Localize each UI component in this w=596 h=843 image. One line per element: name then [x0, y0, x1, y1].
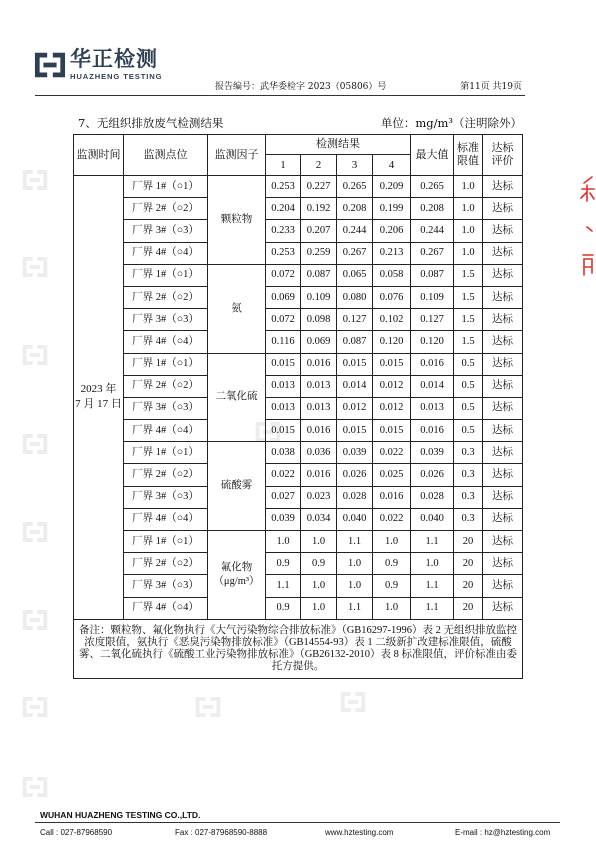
- note-text: 备注：颗粒物、氟化物执行《大气污染物综合排放标准》（GB16297-1996）表 2 无组织排放监控浓度限值，氨执行《恶臭污染物排放标准》（GB14554-93）表 1 二级新扩改建标准限值，硫酸雾、二氧化硫执行《硫酸工业污染物排放标准》（GB26132-2010）表 8 标准限值，评价标准由委托方提供。: [74, 619, 523, 678]
- footer-website: www.hztesting.com: [325, 828, 394, 837]
- max-value-cell: 0.014: [411, 375, 454, 397]
- monitoring-point-cell: 厂界 4#（○4）: [124, 508, 208, 530]
- result-cell: 0.199: [373, 198, 411, 220]
- standard-limit-cell: 1.5: [454, 286, 483, 308]
- monitoring-point-cell: 厂界 2#（○2）: [124, 553, 208, 575]
- result-cell: 0.120: [373, 331, 411, 353]
- header-row: [74, 135, 523, 155]
- max-value-cell: 0.127: [411, 309, 454, 331]
- watermark-logo: [22, 432, 48, 456]
- standard-limit-cell: 0.3: [454, 486, 483, 508]
- table-row: [74, 597, 523, 619]
- standard-limit-cell: 0.5: [454, 420, 483, 442]
- result-cell: 0.015: [373, 353, 411, 375]
- result-cell: 0.013: [301, 375, 337, 397]
- evaluation-cell: 达标: [483, 242, 523, 264]
- section-title: 7、无组织排放废气检测结果: [78, 116, 224, 130]
- result-cell: 0.013: [266, 375, 301, 397]
- header-line: 标准: [457, 142, 479, 154]
- standard-limit-cell: 0.5: [454, 397, 483, 419]
- result-cell: 0.022: [373, 442, 411, 464]
- result-cell: 0.015: [266, 353, 301, 375]
- result-cell: 0.013: [301, 397, 337, 419]
- header-standard-limit: [454, 135, 483, 176]
- header-evaluation: [483, 135, 523, 176]
- monitoring-point-cell: 厂界 1#（○1）: [124, 353, 208, 375]
- result-cell: 0.208: [337, 198, 373, 220]
- evaluation-cell: 达标: [483, 286, 523, 308]
- monitoring-factor-cell: [208, 531, 266, 620]
- max-value-cell: 0.039: [411, 442, 454, 464]
- max-value-cell: 0.087: [411, 264, 454, 286]
- result-cell: 0.253: [266, 242, 301, 264]
- result-cell: 1.0: [337, 553, 373, 575]
- result-cell: 0.012: [373, 375, 411, 397]
- monitoring-point-cell: 厂界 2#（○2）: [124, 375, 208, 397]
- result-cell: 0.015: [266, 420, 301, 442]
- table-row: [74, 309, 523, 331]
- result-cell: 0.023: [301, 486, 337, 508]
- monitoring-point-cell: 厂界 2#（○2）: [124, 464, 208, 486]
- logo-name-cn: 华正检测: [70, 47, 158, 71]
- watermark-logo: [340, 690, 366, 714]
- monitoring-point-cell: 厂界 4#（○4）: [124, 331, 208, 353]
- monitoring-point-cell: 厂界 3#（○3）: [124, 309, 208, 331]
- result-cell: 0.087: [337, 331, 373, 353]
- max-value-cell: 0.120: [411, 331, 454, 353]
- result-cell: 0.209: [373, 176, 411, 198]
- header-monitoring-point: 监测点位: [124, 135, 208, 176]
- watermark-logo: [195, 695, 221, 719]
- result-cell: 0.192: [301, 198, 337, 220]
- watermark-logo: [22, 255, 48, 279]
- max-value-cell: 0.109: [411, 286, 454, 308]
- header-result-4: 4: [373, 155, 411, 176]
- max-value-cell: 1.1: [411, 531, 454, 553]
- result-cell: 0.098: [301, 309, 337, 331]
- table-header: [74, 135, 523, 176]
- table-row: [74, 553, 523, 575]
- max-value-cell: 0.265: [411, 176, 454, 198]
- monitoring-point-cell: 厂界 3#（○3）: [124, 575, 208, 597]
- max-value-cell: 0.244: [411, 220, 454, 242]
- result-cell: 0.039: [266, 508, 301, 530]
- result-cell: 0.265: [337, 176, 373, 198]
- monitoring-point-cell: 厂界 4#（○4）: [124, 597, 208, 619]
- monitoring-point-cell: 厂界 3#（○3）: [124, 397, 208, 419]
- standard-limit-cell: 20: [454, 531, 483, 553]
- result-cell: 0.109: [301, 286, 337, 308]
- evaluation-cell: 达标: [483, 397, 523, 419]
- max-value-cell: 0.267: [411, 242, 454, 264]
- result-cell: 1.0: [373, 531, 411, 553]
- table-row: [74, 198, 523, 220]
- table-row: [74, 486, 523, 508]
- watermark-logo: [22, 343, 48, 367]
- result-cell: 0.039: [337, 442, 373, 464]
- date-line: 2023 年: [80, 383, 117, 396]
- standard-limit-cell: 1.0: [454, 242, 483, 264]
- result-cell: 1.1: [337, 531, 373, 553]
- result-cell: 0.013: [266, 397, 301, 419]
- monitoring-point-cell: 厂界 3#（○3）: [124, 220, 208, 242]
- result-cell: 0.102: [373, 309, 411, 331]
- table-row: [74, 331, 523, 353]
- evaluation-cell: 达标: [483, 575, 523, 597]
- evaluation-cell: 达标: [483, 264, 523, 286]
- result-cell: 0.080: [337, 286, 373, 308]
- result-cell: 1.0: [301, 575, 337, 597]
- result-cell: 1.0: [373, 597, 411, 619]
- factor-line: 硫酸雾: [220, 480, 253, 492]
- header-max-value: 最大值: [411, 135, 454, 176]
- monitoring-point-cell: 厂界 1#（○1）: [124, 442, 208, 464]
- footer-phone: Call : 027-87968590: [40, 828, 113, 837]
- result-cell: 0.012: [337, 397, 373, 419]
- evaluation-cell: 达标: [483, 464, 523, 486]
- standard-limit-cell: 1.0: [454, 220, 483, 242]
- result-cell: 0.016: [301, 420, 337, 442]
- evaluation-cell: 达标: [483, 442, 523, 464]
- result-cell: 0.040: [337, 508, 373, 530]
- table-row: [74, 575, 523, 597]
- max-value-cell: 0.028: [411, 486, 454, 508]
- result-cell: 0.069: [301, 331, 337, 353]
- watermark-logo: [22, 168, 48, 192]
- logo-name-en: HUAZHENG TESTING: [70, 72, 163, 81]
- seal-fragment: [578, 175, 596, 280]
- standard-limit-cell: 0.3: [454, 464, 483, 486]
- note-row: [74, 619, 523, 678]
- result-cell: 0.016: [301, 353, 337, 375]
- factor-line: 颗粒物: [220, 213, 253, 225]
- watermark-logo: [22, 695, 48, 719]
- table-row: [74, 464, 523, 486]
- result-cell: 0.253: [266, 176, 301, 198]
- standard-limit-cell: 20: [454, 597, 483, 619]
- result-cell: 0.233: [266, 220, 301, 242]
- monitoring-point-cell: 厂界 2#（○2）: [124, 198, 208, 220]
- result-cell: 0.012: [373, 397, 411, 419]
- watermark-logo: [22, 520, 48, 544]
- table-body: [74, 176, 523, 620]
- result-cell: 0.022: [373, 508, 411, 530]
- header-line: 评价: [491, 155, 514, 167]
- factor-line: 二氧化硫: [215, 391, 258, 403]
- watermark-logo: [22, 608, 48, 632]
- evaluation-cell: 达标: [483, 553, 523, 575]
- result-cell: 0.058: [373, 264, 411, 286]
- header-line: 限值: [457, 155, 479, 167]
- evaluation-cell: 达标: [483, 420, 523, 442]
- evaluation-cell: 达标: [483, 375, 523, 397]
- standard-limit-cell: 20: [454, 553, 483, 575]
- section-heading: [78, 116, 522, 130]
- result-cell: 0.127: [337, 309, 373, 331]
- standard-limit-cell: 0.5: [454, 353, 483, 375]
- table-row: [74, 220, 523, 242]
- monitoring-point-cell: 厂界 2#（○2）: [124, 286, 208, 308]
- table-row: [74, 242, 523, 264]
- footer-company-name: WUHAN HUAZHENG TESTING CO.,LTD.: [40, 810, 201, 820]
- footer-email: E-mail : hz@hztesting.com: [455, 828, 551, 837]
- max-value-cell: 0.208: [411, 198, 454, 220]
- standard-limit-cell: 0.5: [454, 375, 483, 397]
- result-cell: 1.1: [337, 597, 373, 619]
- result-cell: 0.207: [301, 220, 337, 242]
- result-cell: 0.227: [301, 176, 337, 198]
- evaluation-cell: 达标: [483, 508, 523, 530]
- result-cell: 0.204: [266, 198, 301, 220]
- monitoring-point-cell: 厂界 4#（○4）: [124, 420, 208, 442]
- result-cell: 0.076: [373, 286, 411, 308]
- result-cell: 0.9: [373, 575, 411, 597]
- standard-limit-cell: 1.0: [454, 176, 483, 198]
- table-row: [74, 375, 523, 397]
- results-table: [73, 134, 523, 679]
- evaluation-cell: 达标: [483, 176, 523, 198]
- watermark-logo: [22, 775, 48, 799]
- result-cell: 0.027: [266, 486, 301, 508]
- monitoring-point-cell: 厂界 1#（○1）: [124, 176, 208, 198]
- result-cell: 0.116: [266, 331, 301, 353]
- result-cell: 0.025: [373, 464, 411, 486]
- report-number: 报告编号：武华委检字 2023（05806）号: [215, 82, 387, 92]
- factor-line: （μg/m³）: [213, 575, 260, 587]
- header-result-1: 1: [266, 155, 301, 176]
- max-value-cell: 0.016: [411, 353, 454, 375]
- evaluation-cell: 达标: [483, 597, 523, 619]
- result-cell: 1.1: [266, 575, 301, 597]
- monitoring-point-cell: 厂界 3#（○3）: [124, 486, 208, 508]
- result-cell: 0.036: [301, 442, 337, 464]
- result-cell: 0.087: [301, 264, 337, 286]
- huazheng-logo-icon: [34, 50, 66, 80]
- standard-limit-cell: 1.5: [454, 309, 483, 331]
- evaluation-cell: 达标: [483, 198, 523, 220]
- evaluation-cell: 达标: [483, 220, 523, 242]
- result-cell: 0.259: [301, 242, 337, 264]
- page-indicator: 第11页 共19页: [460, 82, 522, 92]
- monitoring-point-cell: 厂界 4#（○4）: [124, 242, 208, 264]
- header-test-results: 检测结果: [266, 135, 411, 155]
- result-cell: 0.9: [373, 553, 411, 575]
- result-cell: 0.026: [337, 464, 373, 486]
- header-monitoring-factor: 监测因子: [208, 135, 266, 176]
- result-cell: 0.016: [373, 486, 411, 508]
- result-cell: 1.0: [301, 531, 337, 553]
- result-cell: 0.072: [266, 264, 301, 286]
- monitoring-point-cell: 厂界 1#（○1）: [124, 531, 208, 553]
- result-cell: 0.022: [266, 464, 301, 486]
- standard-limit-cell: 1.5: [454, 331, 483, 353]
- table-row: [74, 397, 523, 419]
- result-cell: 0.015: [337, 353, 373, 375]
- footer-fax: Fax : 027-87968590-8888: [175, 828, 268, 837]
- result-cell: 0.038: [266, 442, 301, 464]
- result-cell: 0.016: [301, 464, 337, 486]
- max-value-cell: 0.040: [411, 508, 454, 530]
- max-value-cell: 0.013: [411, 397, 454, 419]
- header-result-2: 2: [301, 155, 337, 176]
- factor-line: 氟化物: [220, 561, 253, 573]
- standard-limit-cell: 1.5: [454, 264, 483, 286]
- result-cell: 0.015: [373, 420, 411, 442]
- date-line: 7 月 17 日: [75, 398, 122, 411]
- max-value-cell: 0.026: [411, 464, 454, 486]
- table-row: [74, 442, 523, 464]
- result-cell: 1.0: [266, 531, 301, 553]
- max-value-cell: 1.0: [411, 553, 454, 575]
- monitoring-factor-cell: [208, 176, 266, 265]
- evaluation-cell: 达标: [483, 353, 523, 375]
- result-cell: 0.015: [337, 420, 373, 442]
- max-value-cell: 1.1: [411, 597, 454, 619]
- evaluation-cell: 达标: [483, 531, 523, 553]
- result-cell: 0.9: [266, 597, 301, 619]
- monitoring-point-cell: 厂界 1#（○1）: [124, 264, 208, 286]
- result-cell: 0.267: [337, 242, 373, 264]
- table-row: [74, 531, 523, 553]
- monitoring-factor-cell: [208, 353, 266, 442]
- monitoring-factor-cell: [208, 442, 266, 531]
- result-cell: 0.069: [266, 286, 301, 308]
- monitoring-factor-cell: [208, 264, 266, 353]
- standard-limit-cell: 0.3: [454, 508, 483, 530]
- result-cell: 0.206: [373, 220, 411, 242]
- result-cell: 0.034: [301, 508, 337, 530]
- table-notes: [74, 619, 523, 678]
- table-row: [74, 508, 523, 530]
- max-value-cell: 1.1: [411, 575, 454, 597]
- result-cell: 0.9: [266, 553, 301, 575]
- result-cell: 0.028: [337, 486, 373, 508]
- standard-limit-cell: 1.0: [454, 198, 483, 220]
- max-value-cell: 0.016: [411, 420, 454, 442]
- monitoring-date-cell: [74, 176, 124, 620]
- result-cell: 1.0: [337, 575, 373, 597]
- result-cell: 0.014: [337, 375, 373, 397]
- result-cell: 0.213: [373, 242, 411, 264]
- header-line: 达标: [491, 142, 514, 154]
- header-divider: [35, 95, 525, 96]
- evaluation-cell: 达标: [483, 309, 523, 331]
- result-cell: 1.0: [301, 597, 337, 619]
- table-row: [74, 420, 523, 442]
- result-cell: 0.9: [301, 553, 337, 575]
- header-result-3: 3: [337, 155, 373, 176]
- standard-limit-cell: 20: [454, 575, 483, 597]
- result-cell: 0.244: [337, 220, 373, 242]
- factor-line: 氨: [231, 302, 242, 314]
- evaluation-cell: 达标: [483, 331, 523, 353]
- evaluation-cell: 达标: [483, 486, 523, 508]
- section-unit: 单位：mg/m³（注明除外）: [380, 116, 522, 130]
- standard-limit-cell: 0.3: [454, 442, 483, 464]
- header-monitoring-time: 监测时间: [74, 135, 124, 176]
- table-row: [74, 176, 523, 198]
- table-row: [74, 286, 523, 308]
- result-cell: 0.072: [266, 309, 301, 331]
- result-cell: 0.065: [337, 264, 373, 286]
- table-row: [74, 353, 523, 375]
- table-row: [74, 264, 523, 286]
- footer-divider: [35, 822, 560, 823]
